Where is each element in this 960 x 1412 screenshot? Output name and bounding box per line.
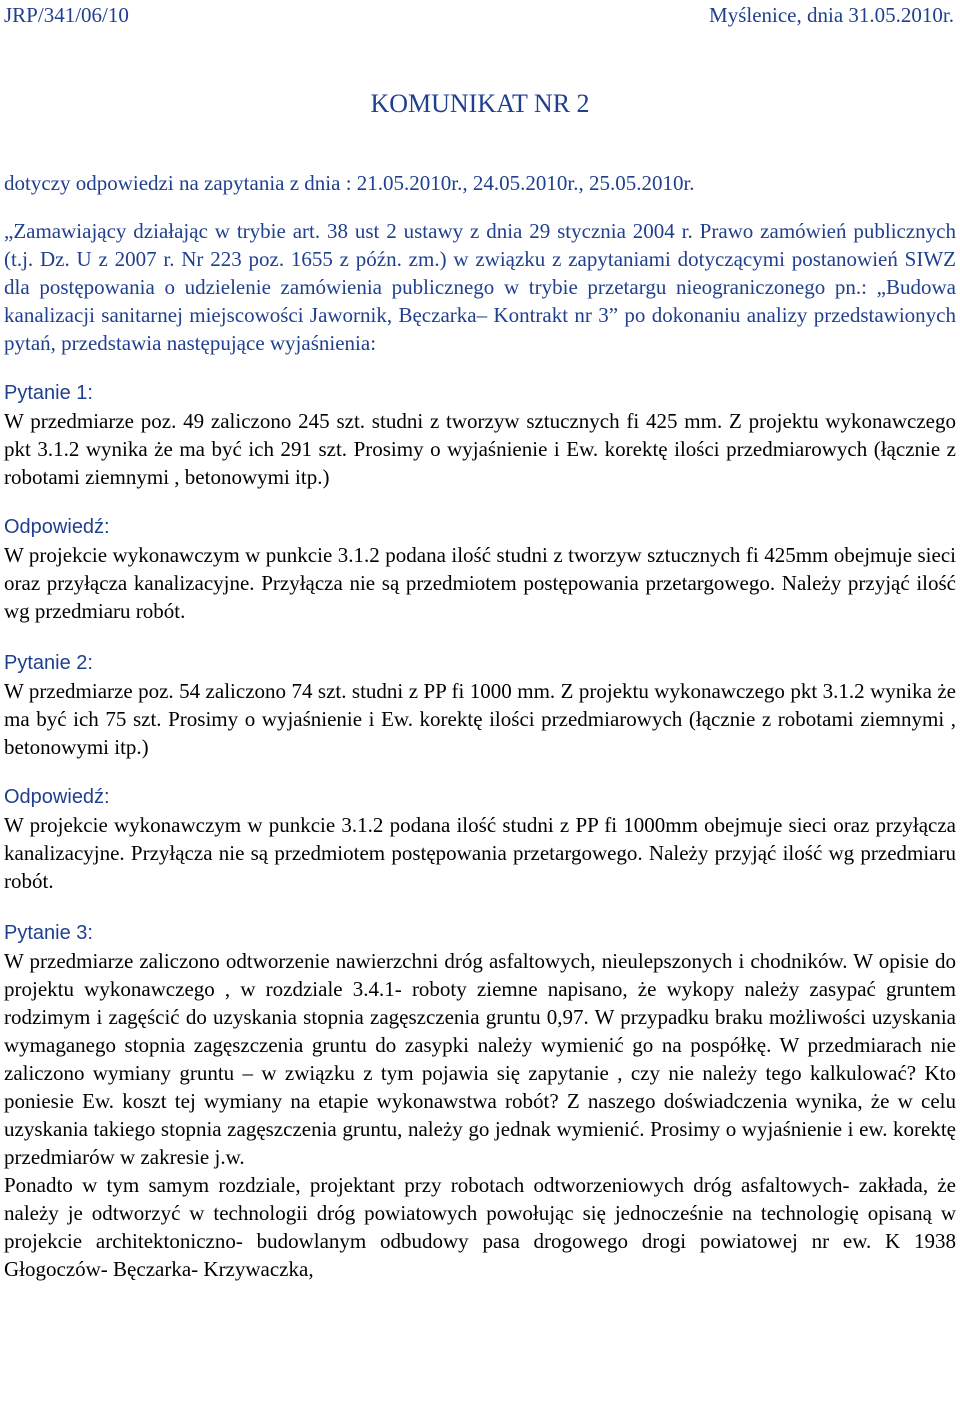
question-3-text: W przedmiarze zaliczono odtworzenie nawierzchni dróg asfaltowych, nieulepszonych i chodników. W opisie do projektu wykonawczego , w rozdziale 3.4.1- roboty ziemne napisano, że wykopy należy zasypać gruntem rodzimym i zagęścić do uzyskania stopnia zagęszczenia gruntu 0,97. W przypadku braku możliwości uzyskania wymaganego stopnia zagęszczenia gruntu do zasypki należy wymienić go na pospółkę. W przedmiarach nie zaliczono wymiany gruntu – w związku z tym pojawia się zapytanie , czy nie należy tego kalkulować? Kto poniesie Ew. koszt tej wymiany na etapie wykonawstwa robót? Z naszego doświadczenia wynika, że w celu uzyskania takiego stopnia zagęszczenia gruntu, należy go jednak wymienić. Prosimy o wyjaśnienie i ew. korektę przedmiarów w zakresie j.w. [4,949,956,1169]
reference-number: JRP/341/06/10 [4,3,129,27]
intro-part-1: „Zamawiający działając w trybie art. 38 ust 2 ustawy z dnia 29 stycznia 2004 r. Prawo zamówień publicznych (t.j. Dz. U z 2007 r. Nr 223 poz. 1655 z późn. zm.) w związku z zapytaniami dotyczącymi postanowień SIWZ dla postępowania o udzielenie zamówienia publicznego w trybie przetargu nieograniczonego pn.: [4,219,956,299]
answer-1-text: W projekcie wykonawczym w punkcie 3.1.2 podana ilość studni z tworzyw sztucznych fi 425mm obejmuje sieci oraz przyłącza kanalizacyjne. Przyłącza nie są przedmiotem postępowania przetargowego. Należy przyjąć ilość wg przedmiaru robót. [4,543,956,623]
question-1-label: Pytanie 1: [4,382,93,404]
question-3-label: Pytanie 3: [4,922,93,944]
question-2-label: Pytanie 2: [4,652,93,674]
document-page [4,0,956,1283]
place-and-date: Myślenice, dnia 31.05.2010r. [709,3,954,27]
answer-2-label: Odpowiedź: [4,786,110,808]
question-3-text-continued: Ponadto w tym samym rozdziale, projektant przy robotach odtworzeniowych dróg asfaltowych- zakłada, że należy je odtworzyć w technologii dróg powiatowych powołując się jednocześnie na technologię opisaną w projekcie architektoniczno- budowlanym odbudowy pasa drogowego drogi powiatowej nr ew. K 1938 Głogoczów- Bęczarka- Krzywaczka, [4,1173,956,1281]
page-title: KOMUNIKAT NR 2 [370,89,590,118]
document-header [4,1,956,31]
question-1-text: W przedmiarze poz. 49 zaliczono 245 szt. studni z tworzyw sztucznych fi 425 mm. Z projektu wykonawczego pkt 3.1.2 wynika że ma być ich 291 szt. Prosimy o wyjaśnienie i Ew. korektę ilości przedmiarowych (łącznie z robotami ziemnymi , betonowymi itp.) [4,409,956,489]
intro-part-2: „Budowa kanalizacji sanitarnej miejscowości Jawornik, Bęczarka– Kontrakt nr 3” po dokonaniu analizy przedstawionych pytań, przedstawia następujące wyjaśnienia: [4,275,956,355]
answer-1-label: Odpowiedź: [4,516,110,538]
question-2-text: W przedmiarze poz. 54 zaliczono 74 szt. studni z PP fi 1000 mm. Z projektu wykonawczego pkt 3.1.2 wynika że ma być ich 75 szt. Prosimy o wyjaśnienie i Ew. korektę ilości przedmiarowych (łącznie z robotami ziemnymi , betonowymi itp.) [4,679,956,759]
concerning-line: dotyczy odpowiedzi na zapytania z dnia : 21.05.2010r., 24.05.2010r., 25.05.2010r. [4,171,695,195]
answer-2-text: W projekcie wykonawczym w punkcie 3.1.2 podana ilość studni z PP fi 1000mm obejmuje sieci oraz przyłącza kanalizacyjne. Przyłącza nie są przedmiotem postępowania przetargowego. Należy przyjąć ilość wg przedmiaru robót. [4,813,956,893]
intro-paragraph [4,217,956,357]
